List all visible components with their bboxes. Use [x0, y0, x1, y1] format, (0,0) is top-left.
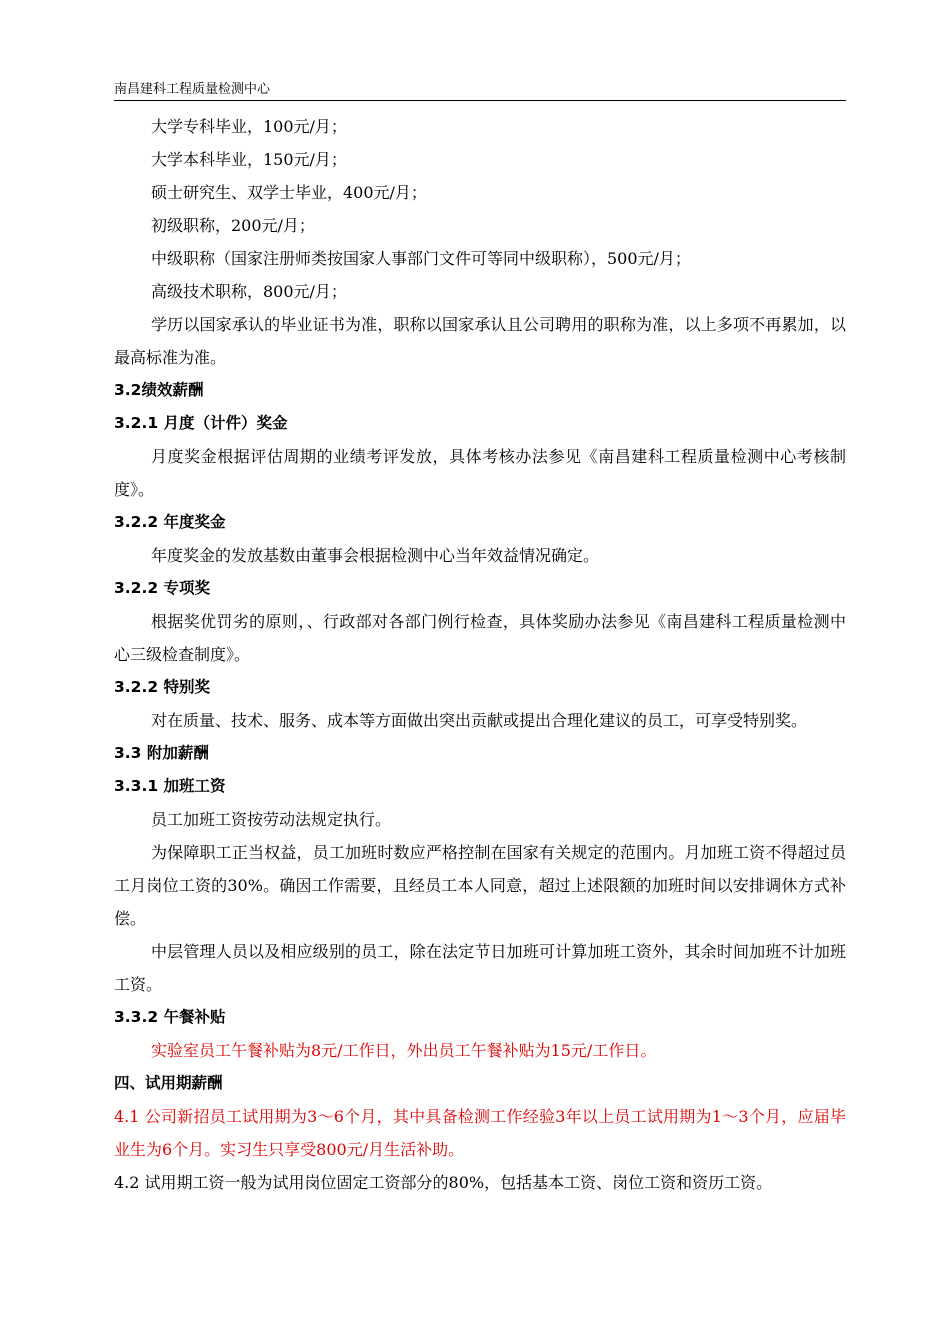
heading-3-2-1: 3.2.1 月度（计件）奖金 — [114, 414, 288, 432]
paragraph-annual-bonus: 年度奖金的发放基数由董事会根据检测中心当年效益情况确定。 — [151, 546, 600, 565]
paragraph-probation-salary: 4.2 试用期工资一般为试用岗位固定工资部分的80%，包括基本工资、岗位工资和资历工资。 — [114, 1173, 773, 1192]
heading-3-3: 3.3 附加薪酬 — [114, 744, 209, 762]
heading-special-award: 3.2.2 专项奖 — [114, 579, 211, 597]
salary-line-senior-title: 高级技术职称，800元/月； — [151, 282, 347, 301]
salary-line-junior-title: 初级职称，200元/月； — [151, 216, 315, 235]
salary-line-bachelor: 大学本科毕业，150元/月； — [151, 150, 347, 169]
heading-annual-bonus: 3.2.2 年度奖金 — [114, 513, 226, 531]
salary-line-mid-title: 中级职称（国家注册师类按国家人事部门文件可等同中级职称），500元/月； — [151, 249, 691, 268]
paragraph-extraordinary-award: 对在质量、技术、服务、成本等方面做出突出贡献或提出合理化建议的员工，可享受特别奖。 — [151, 711, 808, 730]
salary-line-master: 硕士研究生、双学士毕业，400元/月； — [151, 183, 427, 202]
paragraph-overtime-law: 员工加班工资按劳动法规定执行。 — [151, 810, 392, 829]
salary-line-college: 大学专科毕业，100元/月； — [151, 117, 347, 136]
heading-extraordinary-award: 3.2.2 特别奖 — [114, 678, 211, 696]
paragraph-qualification-rule: 学历以国家承认的毕业证书为准，职称以国家承认且公司聘用的职称为准，以上多项不再累加，以最高标准为准。 — [114, 315, 846, 367]
paragraph-probation-period: 4.1 公司新招员工试用期为3～6个月，其中具备检测工作经验3年以上员工试用期为1～3个月，应届毕业生为6个月。实习生只享受800元/月生活补助。 — [114, 1107, 846, 1159]
heading-3-2: 3.2绩效薪酬 — [114, 381, 204, 399]
heading-3-3-2: 3.3.2 午餐补贴 — [114, 1008, 226, 1026]
heading-section-4: 四、试用期薪酬 — [114, 1074, 223, 1092]
paragraph-overtime-limit: 为保障职工正当权益，员工加班时数应严格控制在国家有关规定的范围内。月加班工资不得超过员工月岗位工资的30%。确因工作需要，且经员工本人同意，超过上述限额的加班时间以安排调休方式补偿。 — [114, 843, 846, 928]
paragraph-special-award: 根据奖优罚劣的原则，、行政部对各部门例行检查，具体奖励办法参见《南昌建科工程质量检测中心三级检查制度》。 — [114, 612, 846, 664]
paragraph-lunch-subsidy: 实验室员工午餐补贴为8元/工作日，外出员工午餐补贴为15元/工作日。 — [151, 1041, 657, 1060]
document-body — [114, 110, 846, 1199]
paragraph-overtime-managers: 中层管理人员以及相应级别的员工，除在法定节日加班可计算加班工资外，其余时间加班不计加班工资。 — [114, 942, 846, 994]
paragraph-monthly-bonus: 月度奖金根据评估周期的业绩考评发放，具体考核办法参见《南昌建科工程质量检测中心考核制度》。 — [114, 447, 846, 499]
page-header: 南昌建科工程质量检测中心 — [114, 82, 846, 101]
heading-3-3-1: 3.3.1 加班工资 — [114, 777, 226, 795]
